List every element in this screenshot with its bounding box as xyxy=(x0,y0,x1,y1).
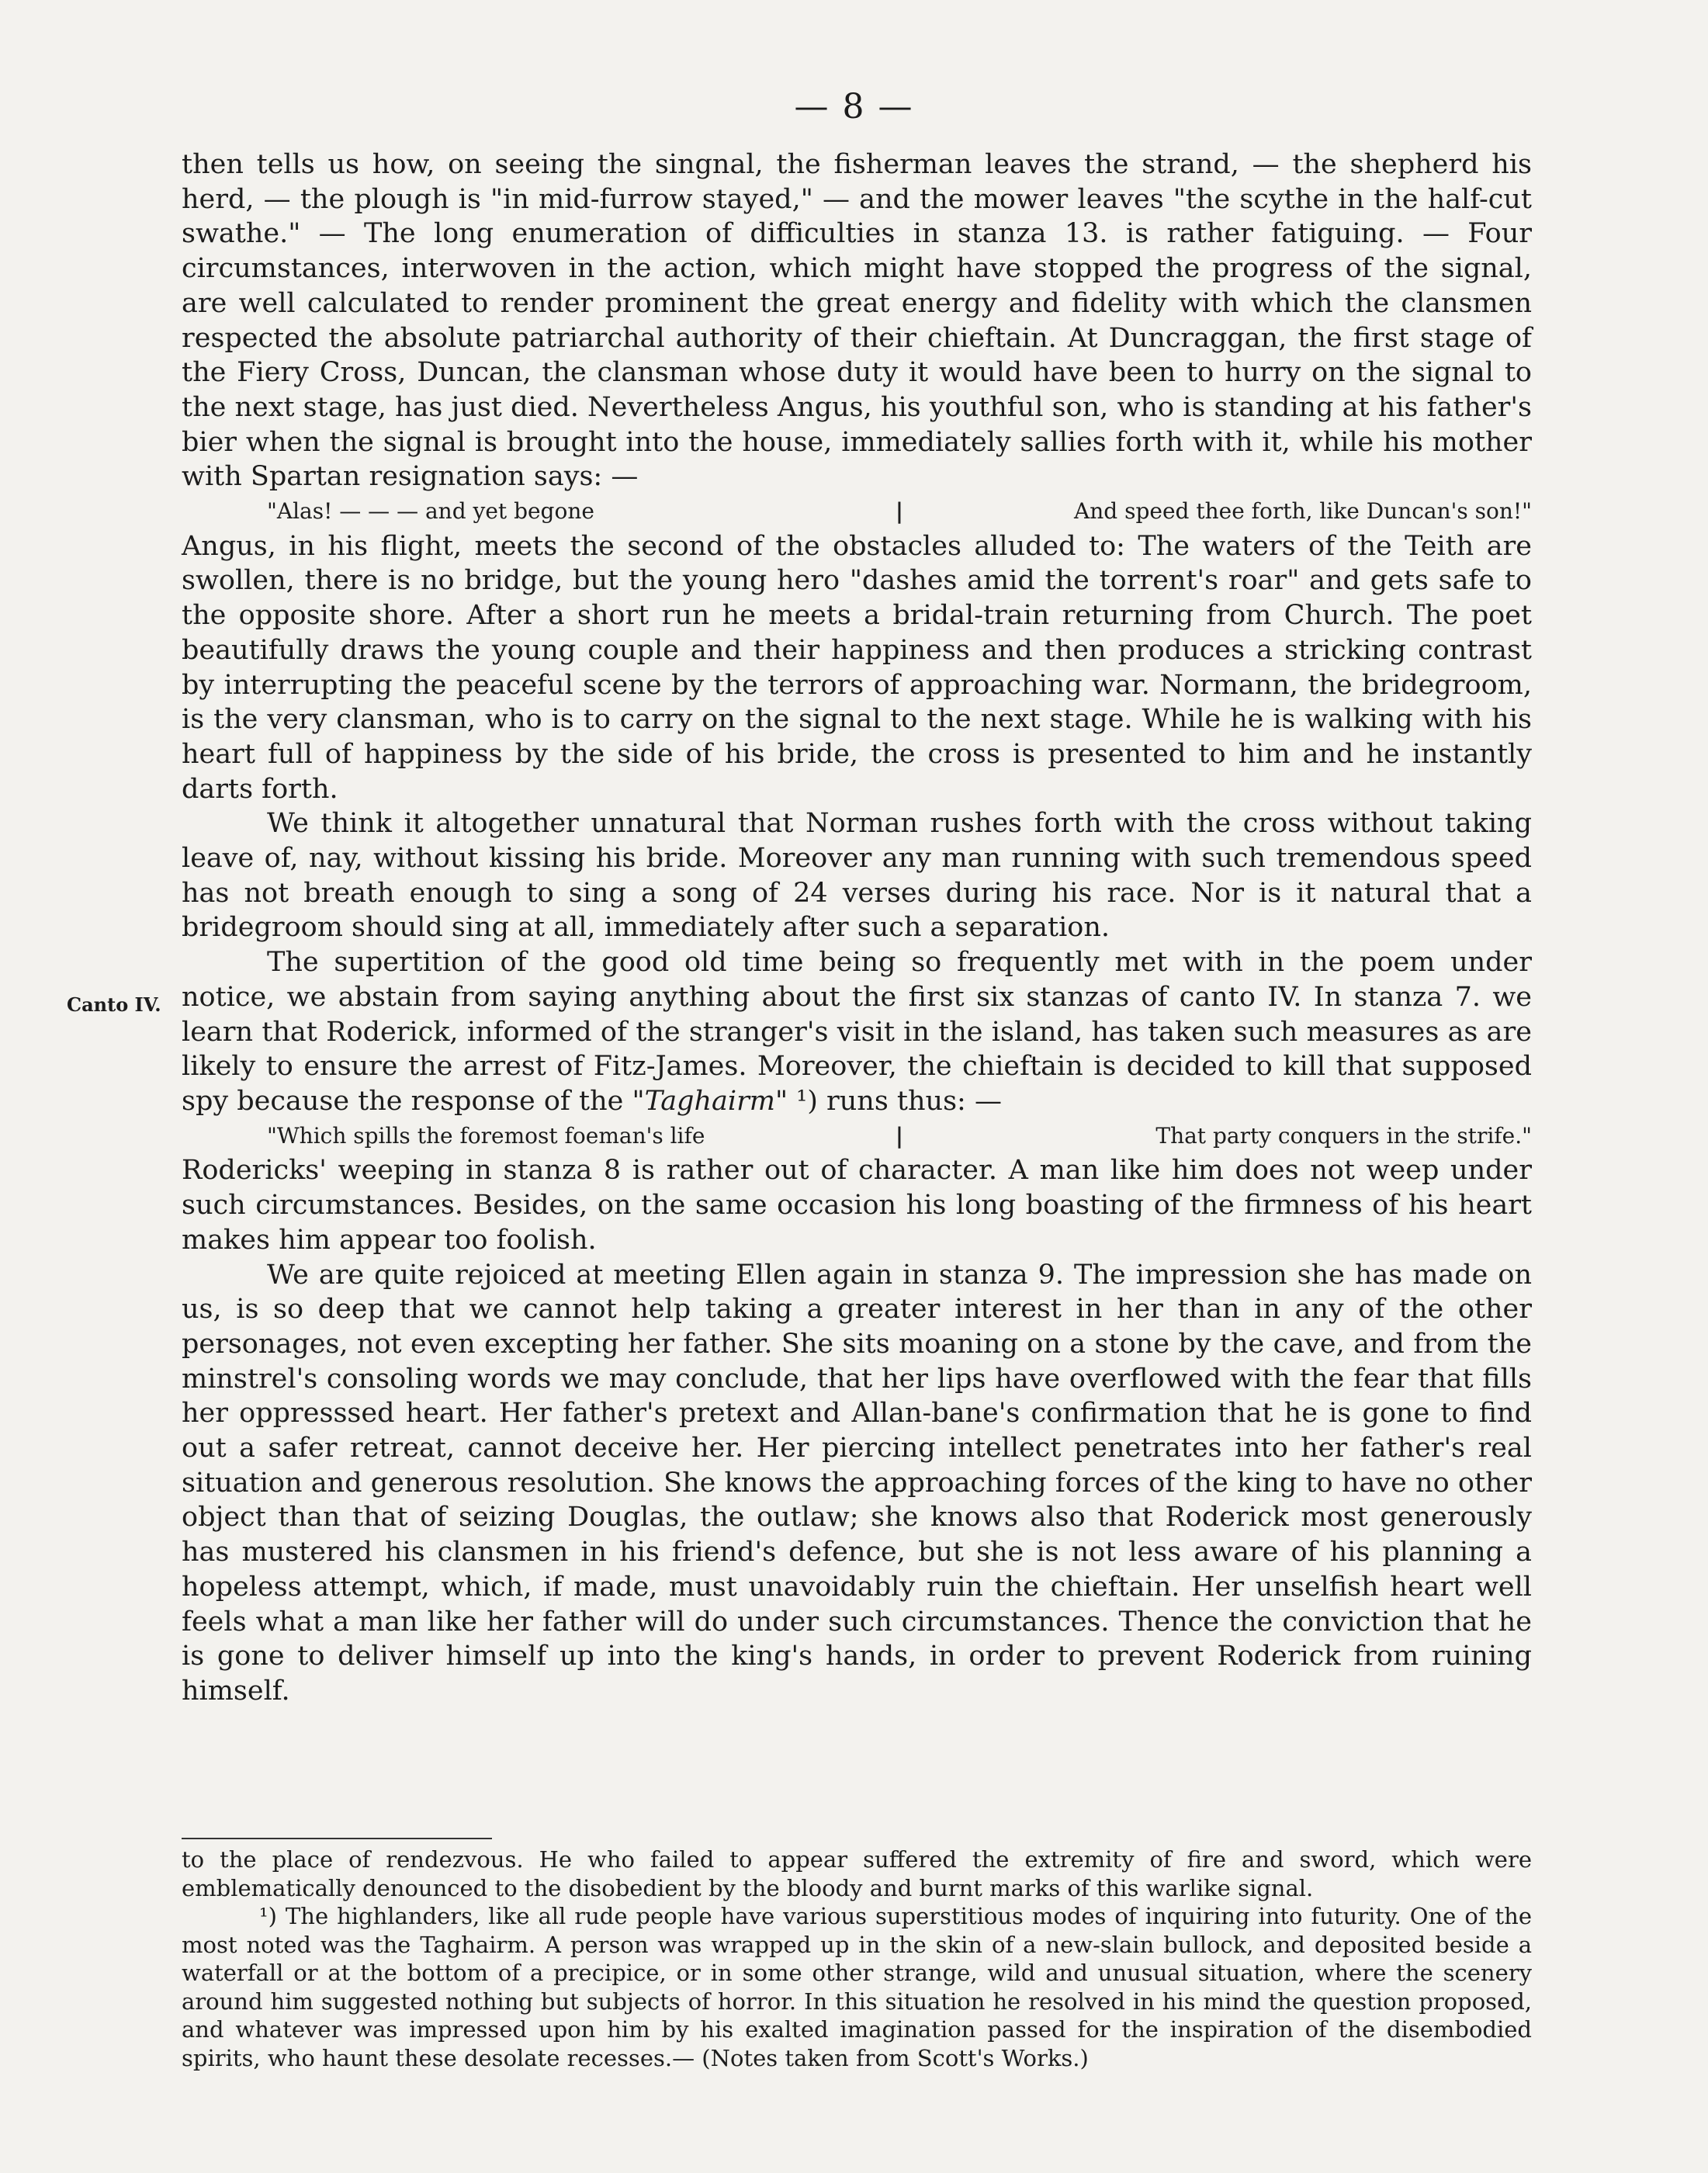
footnote-1: ¹) The highlanders, like all rude people have various superstitious modes of inquiring into futurity. One of the most noted was the Taghairm. A person was wrapped up in the skin of a new-slain bullock, and deposited beside a waterfall or at the bottom of a precipice, or in some other strange, wild and unusual situation, where the scenery around him suggested nothing but subjects of horror. In this situation he resolved in his mind the question proposed, and whatever was impressed upon him by his exalted imagination passed for the inspiration of the disembodied spirits, who haunt these desolate recesses.— (Notes taken from Scott's Works.) xyxy=(182,1903,1532,2071)
paragraph-3: We think it altogether unnatural that Norman rushes forth with the cross without taking leave of, nay, without kissing his bride. Moreover any man running with such tremendous speed has not breath enough to sing a song of 24 verses during his race. Nor is it natural that a bridegroom should sing at all, immediately after such a separation. xyxy=(182,808,1532,944)
footnote-continuation: to the place of rendezvous. He who failed to appear suffered the extremity of fire and sword, which were emblematically denounced to the disobedient by the bloody and burnt marks of this warlike signal. xyxy=(182,1846,1532,1901)
body-text xyxy=(182,147,1532,1709)
paragraph-4 xyxy=(182,945,1532,1119)
footnote-rule xyxy=(182,1838,492,1839)
paragraph-4-part-b: " ¹) runs thus: — xyxy=(774,1085,1002,1117)
verse-quote-1 xyxy=(182,494,1532,529)
paragraph-5: Rodericks' weeping in stanza 8 is rather out of character. A man like him does not weep under such circumstances. Besides, on the same occasion his long boasting of the firmness of his heart makes him appear too foolish. xyxy=(182,1155,1532,1256)
paragraph-2: Angus, in his flight, meets the second of the obstacles alluded to: The waters of the Teith are swollen, there is no bridge, but the young hero "dashes amid the torrent's roar" and gets safe to the opposite shore. After a short run he meets a bridal-train returning from Church. The poet beautifully draws the young couple and their happiness and then produces a stricking contrast by interrupting the peaceful scene by the terrors of approaching war. Normann, the bridegroom, is the very clansman, who is to carry on the signal to the next stage. While he is walking with his heart full of happiness by the side of his bride, the cross is presented to him and he instantly darts forth. xyxy=(182,530,1532,805)
verse-1-right: And speed thee forth, like Duncan's son!" xyxy=(1074,498,1532,525)
paragraph-1: then tells us how, on seeing the singnal, the fisherman leaves the strand, — the shepherd his herd, — the plough is "in mid-furrow stayed," — and the mower leaves "the scythe in the half-cut swathe." — The long enumeration of difficulties in stanza 13. is rather fatiguing. — Four circumstances, interwoven in the action, which might have stopped the progress of the signal, are well calculated to render prominent the great energy and fidelity with which the clansmen respected the absolute patriarchal authority of their chieftain. At Duncraggan, the first stage of the Fiery Cross, Duncan, the clansman whose duty it would have been to hurry on the signal to the next stage, has just died. Nevertheless Angus, his youthful son, who is standing at his father's bier when the signal is brought into the house, immediately sallies forth with it, while his mother with Spartan resignation says: — xyxy=(182,149,1532,493)
page-number: — 8 — xyxy=(794,87,914,126)
verse-2-separator: | xyxy=(895,1122,904,1149)
verse-1-separator: | xyxy=(895,498,904,525)
margin-note-canto: Canto IV. xyxy=(67,993,161,1016)
taghairm-term: Taghairm xyxy=(644,1085,775,1117)
footnotes xyxy=(182,1845,1532,2072)
verse-1-left: "Alas! — — — and yet begone xyxy=(267,498,594,525)
verse-quote-2 xyxy=(182,1119,1532,1154)
verse-2-right: That party conquers in the strife." xyxy=(1155,1122,1532,1149)
verse-2-left: "Which spills the foremost foeman's life xyxy=(267,1122,705,1149)
paragraph-4-part-a: The supertition of the good old time being so frequently met with in the poem under notice, we abstain from saying anything about the first six stanzas of canto IV. In stanza 7. we learn that Roderick, informed of the stranger's visit in the island, has taken such measures as are likely to ensure the arrest of Fitz-James. Moreover, the chieftain is decided to kill that supposed spy because the response of the " xyxy=(182,947,1532,1117)
paragraph-6: We are quite rejoiced at meeting Ellen again in stanza 9. The impression she has made on us, is so deep that we cannot help taking a greater interest in her than in any of the other personages, not even excepting her father. She sits moaning on a stone by the cave, and from the minstrel's consoling words we may conclude, that her lips have overflowed with the fear that fills her oppresssed heart. Her father's pretext and Allan-bane's confirmation that he is gone to find out a safer retreat, cannot deceive her. Her piercing intellect penetrates into her father's real situation and generous resolution. She knows the approaching forces of the king to have no other object than that of seizing Douglas, the outlaw; she knows also that Roderick most generously has mustered his clansmen in his friend's defence, but she is not less aware of his planning a hopeless attempt, which, if made, must unavoidably ruin the chieftain. Her unselfish heart well feels what a man like her father will do under such circumstances. Thence the conviction that he is gone to deliver himself up into the king's hands, in order to prevent Roderick from ruining himself. xyxy=(182,1259,1532,1707)
